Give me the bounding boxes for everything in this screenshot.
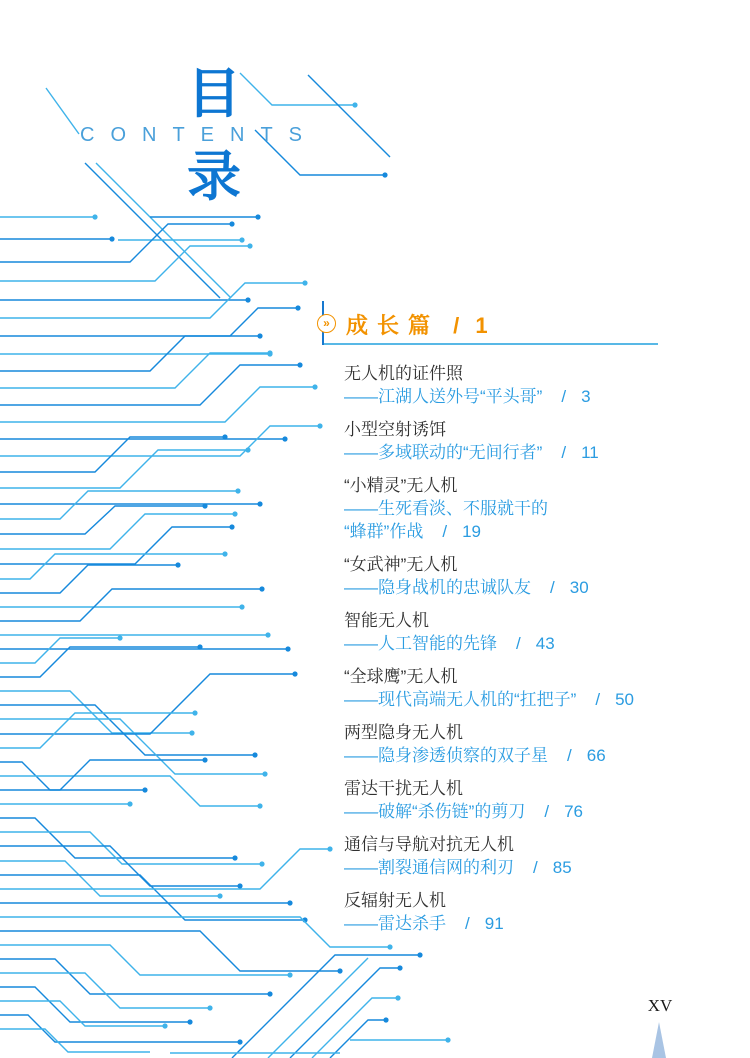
toc-entry [344,777,674,823]
entry-subtitle-text: ——雷达杀手 [344,914,446,933]
circuit-trace [312,998,398,1058]
entry-title: “全球鹰”无人机 [344,667,458,686]
circuit-trace [0,875,305,920]
entry-subtitle-text: “蜂群”作战 [344,522,424,541]
entry-page-separator: / [533,858,538,877]
circuit-node-dot [262,771,267,776]
circuit-node-dot [217,893,222,898]
circuit-node-dot [92,214,97,219]
entry-page-number: 19 [462,522,481,541]
circuit-node-dot [229,524,234,529]
circuit-node-dot [142,787,147,792]
toc-entry [344,474,674,543]
circuit-node-dot [267,991,272,996]
circuit-node-dot [297,362,302,367]
circuit-node-dot [257,333,262,338]
entry-subtitle-line [344,576,674,599]
circuit-node-dot [265,632,270,637]
circuit-node-dot [175,562,180,567]
circuit-trace [0,437,225,472]
title-hanzi-bottom: 录 [187,147,241,207]
circuit-node-dot [222,434,227,439]
section-label: 成长篇 [346,313,440,338]
circuit-trace [0,491,238,519]
circuit-node-dot [295,305,300,310]
circuit-trace [0,224,232,262]
toc-entry [344,609,674,655]
entry-subtitle-line [344,912,674,935]
section-page-number: 1 [475,313,488,338]
circuit-node-dot [387,944,392,949]
circuit-node-dot [222,551,227,556]
circuit-trace [0,1029,150,1052]
title-latin: CONTENTS [80,124,318,146]
circuit-node-dot [259,586,264,591]
circuit-trace [0,846,240,886]
circuit-node-dot [397,965,402,970]
circuit-trace [0,861,220,896]
entry-page-separator: / [465,914,470,933]
circuit-trace [0,647,200,677]
circuit-node-dot [162,1023,167,1028]
circuit-node-dot [117,635,122,640]
entry-page-number: 76 [564,802,583,821]
entry-title: 小型空射诱饵 [344,420,446,439]
section-header [322,303,658,345]
circuit-node-dot [327,846,332,851]
circuit-trace [0,246,250,281]
circuit-node-dot [237,883,242,888]
entry-page-number: 85 [552,858,572,877]
circuit-trace [0,760,205,790]
circuit-node-dot [239,604,244,609]
toc-entry [344,889,674,935]
entry-page-separator: / [561,387,567,406]
circuit-node-dot [252,752,257,757]
circuit-node-dot [257,501,262,506]
entry-subtitle-text: ——隐身战机的忠诚队友 [344,578,531,597]
circuit-node-dot [189,730,194,735]
circuit-node-dot [245,447,250,452]
circuit-trace [0,959,270,994]
circuit-trace [0,506,205,534]
circuit-node-dot [383,1017,388,1022]
circuit-node-dot [109,236,114,241]
entry-title: 通信与导航对抗无人机 [344,835,514,854]
circuit-node-dot [237,1039,242,1044]
entry-subtitle-line [344,441,674,464]
circuit-trace [0,691,192,733]
circuit-node-dot [282,436,287,441]
circuit-node-dot [259,861,264,866]
circuit-trace [0,589,262,621]
entry-subtitle-line [344,497,674,520]
entry-subtitle-text: ——多域联动的“无间行者” [344,443,543,462]
circuit-trace [0,818,235,858]
circuit-trace [0,638,120,663]
toc-entry [344,418,674,464]
toc-list [344,362,674,945]
chevron-double-right-icon: » [317,314,336,333]
circuit-node-dot [232,511,237,516]
entry-page-separator: / [561,443,567,462]
circuit-node-dot [292,671,297,676]
circuit-trace [268,958,368,1058]
circuit-trace [0,719,265,774]
entry-subtitle-line [344,744,674,767]
circuit-trace [0,917,390,947]
entry-page-number: 50 [615,690,634,709]
entry-title: 反辐射无人机 [344,891,446,910]
circuit-node-dot [247,243,252,248]
entry-subtitle-text: ——江湖人送外号“平头哥” [344,387,543,406]
circuit-node-dot [395,995,400,1000]
page-number: XV [647,996,673,1015]
entry-page-number: 11 [581,443,599,462]
circuit-node-dot [245,297,250,302]
entry-title: 两型隐身无人机 [344,723,463,742]
section-title [346,309,488,340]
entry-page-separator: / [516,634,521,653]
entry-subtitle-text: ——割裂通信网的利刃 [344,858,514,877]
circuit-node-dot [202,503,207,508]
circuit-node-dot [287,900,292,905]
circuit-trace [0,931,340,971]
circuit-node-dot [285,646,290,651]
entry-page-separator: / [567,746,572,765]
entry-subtitle-text: ——现代高端无人机的“扛把子” [344,690,577,709]
circuit-trace [0,308,298,336]
circuit-node-dot [229,221,234,226]
circuit-node-dot [302,280,307,285]
entry-page-number: 30 [569,578,589,597]
circuit-node-dot [267,350,272,355]
entry-title: 智能无人机 [344,611,429,630]
entry-page-separator: / [595,690,601,709]
circuit-node-dot [287,972,292,977]
entry-subtitle-line [344,856,674,879]
spire-triangle-icon [652,1022,666,1058]
entry-page-number: 43 [535,634,555,653]
toc-entry [344,665,674,711]
entry-page-number: 66 [586,746,606,765]
circuit-node-dot [312,384,317,389]
title-block [0,66,380,205]
entry-subtitle-line [344,520,674,543]
circuit-trace [0,849,330,889]
entry-subtitle-text: ——破解“杀伤链”的剪刀 [344,802,526,821]
entry-subtitle-text: ——生死看淡、不服就干的 [344,499,548,518]
circuit-node-dot [417,952,422,957]
entry-subtitle-line [344,385,674,408]
circuit-node-dot [337,968,342,973]
circuit-node-dot [232,855,237,860]
circuit-trace [0,554,225,579]
circuit-node-dot [187,1019,192,1024]
section-separator: / [453,313,460,338]
circuit-node-dot [445,1037,450,1042]
circuit-trace [0,674,295,734]
entry-title: 雷达干扰无人机 [344,779,463,798]
toc-entry [344,553,674,599]
entry-subtitle-text: ——人工智能的先锋 [344,634,497,653]
entry-subtitle-line [344,632,674,655]
circuit-node-dot [127,801,132,806]
entry-subtitle-line [344,800,674,823]
circuit-node-dot [207,1005,212,1010]
circuit-trace [0,832,262,864]
entry-page-number: 3 [581,387,591,406]
entry-title: 无人机的证件照 [344,364,463,383]
circuit-node-dot [197,644,202,649]
circuit-node-dot [202,757,207,762]
entry-page-separator: / [550,578,555,597]
circuit-node-dot [255,214,260,219]
circuit-node-dot [257,803,262,808]
entry-page-separator: / [544,802,550,821]
circuit-node-dot [239,237,244,242]
entry-title: “小精灵”无人机 [344,476,458,495]
toc-entry [344,721,674,767]
entry-page-number: 91 [484,914,504,933]
entry-subtitle-text: ——隐身渗透侦察的双子星 [344,746,548,765]
circuit-trace [0,987,190,1022]
toc-entry [344,833,674,879]
toc-entry [344,362,674,408]
title-hanzi-top: 目 [187,64,241,124]
entry-page-separator: / [442,522,448,541]
circuit-node-dot [317,423,322,428]
entry-subtitle-line [344,688,674,711]
circuit-node-dot [235,488,240,493]
circuit-node-dot [192,710,197,715]
entry-title: “女武神”无人机 [344,555,458,574]
circuit-trace [0,426,320,456]
circuit-trace [0,973,210,1008]
circuit-trace [0,527,232,564]
